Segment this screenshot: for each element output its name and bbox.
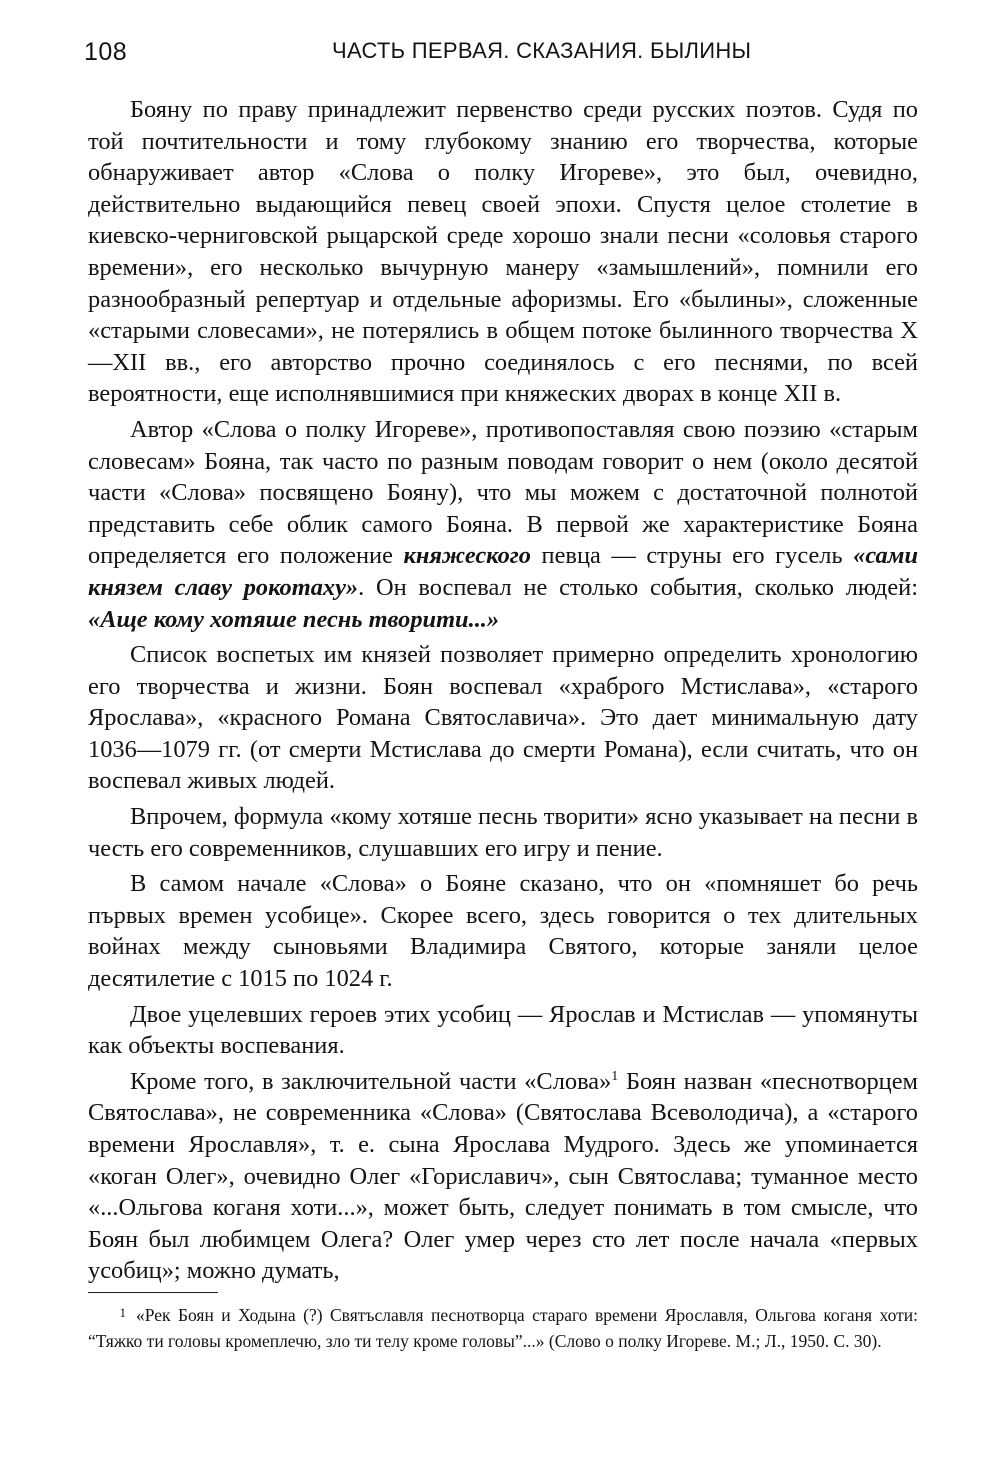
- paragraph-1: Бояну по праву принадлежит первенство среди русских поэтов. Судя по той почтительности и тому глубокому знанию его творчества, которые обнаруживает автор «Слова о полку Игореве», это был, очевидно, действительно выдающийся певец своей эпохи. Спустя целое столетие в киевско-черниговской рыцарской среде хорошо знали песни «соловья старого времени», его несколько вычурную манеру «замышлений», помнили его разнообразный репертуар и отдельные афоризмы. Его «былины», сложенные «старыми словесами», не потерялись в общем потоке былинного творчества X—XII вв., его авторство прочно соединялось с его песнями, по всей вероятности, еще исполнявшимися при княжеских дворах в конце XII в.: [88, 96, 918, 408]
- paragraph-2-emphasis-3: «Аще кому хотяше песнь творити...»: [88, 605, 500, 633]
- paragraph-6: Двое уцелевших героев этих усобиц — Ярослав и Мстислав — упомянуты как объекты воспевания.: [88, 1000, 918, 1060]
- footnote-divider: [88, 1292, 218, 1293]
- paragraph-4: Впрочем, формула «кому хотяше песнь творити» ясно указывает на песни в честь его современников, слушавших его игру и пение.: [88, 803, 918, 862]
- paragraph-2-text-c: . Он воспевал не столько события, сколько людей:: [358, 573, 918, 601]
- page-header: [0, 38, 1000, 78]
- running-title: ЧАСТЬ ПЕРВАЯ. СКАЗАНИЯ. БЫЛИНЫ: [332, 38, 752, 63]
- paragraph-2: [88, 414, 918, 635]
- footnote-mark: 1: [119, 1305, 126, 1320]
- paragraph-7-text-a: Кроме того, в заключительной части «Слова»: [130, 1067, 612, 1095]
- paragraph-5: В самом начале «Слова» о Бояне сказано, что он «помняшет бо речь първых времен усобице». Скорее всего, здесь говорится о тех длительных войнах между сыновьями Владимира Святого, которые заняли целое десятилетие с 1015 по 1024 г.: [88, 870, 918, 993]
- footnote: [88, 1300, 918, 1354]
- paragraph-7-text-b: Боян назван «песнотворцем Святослава», не современника «Слова» (Святослава Всеволодича), а «старого времени Ярославля», т. е. сына Ярослава Мудрого. Здесь же упоминается «коган Олег», очевидно Олег «Гориславич», сын Святослава; туманное место «...Ольгова коганя хоти...», может быть, следует понимать в том смысле, что Боян был любимцем Олега? Олег умер через сто лет после начала «первых усобиц»; можно думать,: [88, 1067, 918, 1285]
- paragraph-7: [88, 1066, 918, 1287]
- paragraph-2-text-a: Автор «Слова о полку Игореве», противопоставляя свою поэзию «старым словесам» Бояна, так часто по разным поводам говорит о нем (около десятой части «Слова» посвящено Бояну), что мы можем с достаточной полнотой представить себе облик самого Бояна. В первой же характеристике Бояна определяется его положение: [88, 415, 918, 570]
- footnote-reference: 1: [611, 1068, 619, 1084]
- main-text: [88, 94, 918, 1291]
- page-number: 108: [84, 38, 128, 66]
- paragraph-2-text-b: певца — струны его гусель: [531, 542, 854, 570]
- paragraph-2-emphasis-2: «сами князем славу рокотаху»: [88, 542, 919, 601]
- paragraph-3: Список воспетых им князей позволяет примерно определить хронологию его творчества и жизни. Боян воспевал «храброго Мстислава», «старого Ярослава», «красного Романа Святославича». Это дает минимальную дату 1036—1079 гг. (от смерти Мстислава до смерти Романа), если считать, что он воспевал живых людей.: [88, 641, 918, 795]
- paragraph-2-emphasis-1: княжеского: [403, 542, 531, 570]
- footnote-text: «Рек Боян и Ходына (?) Святъславля песнотворца стараго времени Ярославля, Ольгова коганя хоти: “Тяжко ти головы кромеплечю, зло ти телу кроме головы”...» (Слово о полку Игореве. М.; Л., 1950. С. 30).: [88, 1305, 918, 1351]
